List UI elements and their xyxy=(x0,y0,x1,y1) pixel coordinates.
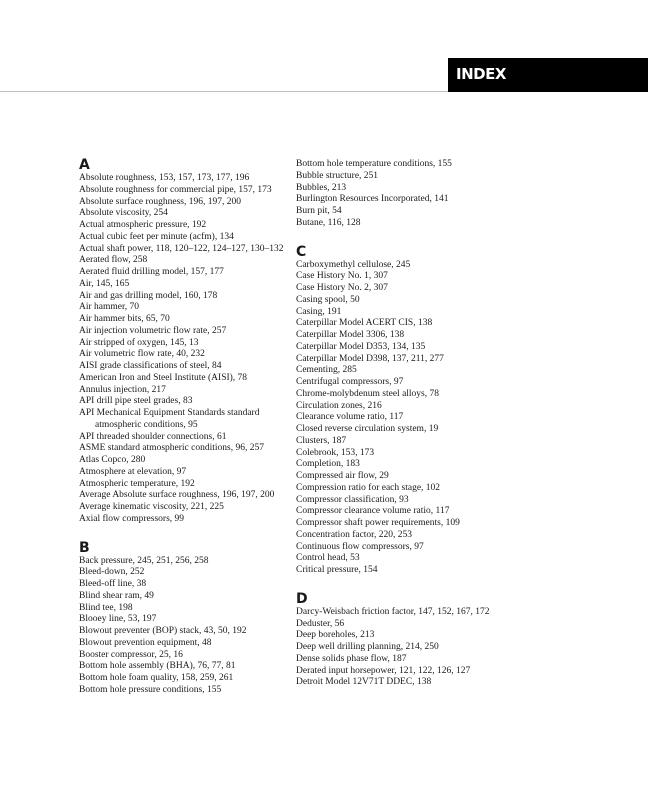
index-entry: Burlington Resources Incorporated, 141 xyxy=(296,194,449,205)
index-column-right xyxy=(296,157,511,689)
index-entry: API drill pipe steel grades, 83 xyxy=(79,396,193,407)
index-title: INDEX xyxy=(456,65,506,83)
index-entry: Casing spool, 50 xyxy=(296,294,360,305)
index-entry: Continuous flow compressors, 97 xyxy=(296,541,424,552)
index-entry: Bubble structure, 251 xyxy=(296,170,379,181)
index-entry: Concentration factor, 220, 253 xyxy=(296,529,412,540)
index-entry: Case History No. 2, 307 xyxy=(296,283,388,293)
index-entry: Bleed-down, 252 xyxy=(79,567,145,578)
index-entry: Bleed-off line, 38 xyxy=(79,579,147,589)
section-spacer xyxy=(296,577,511,591)
index-entry-list xyxy=(296,260,511,577)
index-entry: Atmospheric temperature, 192 xyxy=(79,478,195,489)
index-entry: Closed reverse circulation system, 19 xyxy=(296,424,439,434)
index-entry: Darcy-Weisbach friction factor, 147, 152, 167, 172 xyxy=(296,606,490,617)
section-letter: C xyxy=(296,243,307,260)
index-entry: Carboxymethyl cellulose, 245 xyxy=(296,259,411,270)
index-entry: Actual atmospheric pressure, 192 xyxy=(79,220,207,230)
index-entry: Caterpillar Model D398, 137, 211, 277 xyxy=(296,353,444,364)
section-letter: B xyxy=(79,539,90,556)
index-entry: Chrome-molybdenum steel alloys, 78 xyxy=(296,388,440,399)
index-entry: Compressor classification, 93 xyxy=(296,494,409,505)
index-entry: Circulation zones, 216 xyxy=(296,400,382,411)
index-entry: Control head, 53 xyxy=(296,553,360,564)
index-header-tab xyxy=(448,58,648,92)
index-entry: Back pressure, 245, 251, 256, 258 xyxy=(79,555,209,566)
index-entry-list xyxy=(79,173,294,526)
index-entry: Booster compressor, 25, 16 xyxy=(79,649,183,660)
index-entry: Dense solids phase flow, 187 xyxy=(296,653,407,664)
index-entry: Actual shaft power, 118, 120–122, 124–127, 130–132 xyxy=(79,243,284,254)
index-entry: Derated input horsepower, 121, 122, 126, 127 xyxy=(296,665,471,676)
index-entry: Aerated fluid drilling model, 157, 177 xyxy=(79,267,224,277)
index-entry: Air and gas drilling model, 160, 178 xyxy=(79,290,218,301)
index-entry: Critical pressure, 154 xyxy=(296,565,378,575)
index-entry: Compression ratio for each stage, 102 xyxy=(296,482,441,493)
index-entry: Axial flow compressors, 99 xyxy=(79,513,185,524)
index-entry: Deep well drilling planning, 214, 250 xyxy=(296,642,439,652)
index-entry: Absolute surface roughness, 196, 197, 200 xyxy=(79,196,242,207)
index-entry: Blowout preventer (BOP) stack, 43, 50, 192 xyxy=(79,626,247,636)
index-entry: Bubbles, 213 xyxy=(296,182,347,193)
index-entry: Aerated flow, 258 xyxy=(79,255,148,266)
index-entry: Caterpillar Model ACERT CIS, 138 xyxy=(296,318,433,329)
index-entry: Air injection volumetric flow rate, 257 xyxy=(79,325,227,336)
index-entry-list xyxy=(296,607,511,689)
header-rule xyxy=(0,91,448,92)
index-entry: Absolute roughness, 153, 157, 173, 177, 196 xyxy=(79,173,250,183)
index-entry: API Mechanical Equipment Standards standard atmospheric conditions, 95 xyxy=(79,408,260,430)
index-entry: Clusters, 187 xyxy=(296,435,347,446)
index-entry: Compressor shaft power requirements, 109 xyxy=(296,518,460,528)
index-entry-list xyxy=(296,159,511,230)
index-entry: Detroit Model 12V71T DDEC, 138 xyxy=(296,677,432,688)
index-entry: Actual cubic feet per minute (acfm), 134 xyxy=(79,231,234,242)
section-letter: A xyxy=(79,157,90,173)
section-letter: D xyxy=(296,590,308,607)
index-entry: Compressor clearance volume ratio, 117 xyxy=(296,506,450,517)
index-entry: API threaded shoulder connections, 61 xyxy=(79,431,227,442)
index-entry: Blowout prevention equipment, 48 xyxy=(79,637,212,648)
index-entry: Air hammer bits, 65, 70 xyxy=(79,314,170,324)
index-entry: Clearance volume ratio, 117 xyxy=(296,412,404,423)
index-entry: Centrifugal compressors, 97 xyxy=(296,377,404,387)
index-column-left xyxy=(79,157,294,697)
index-entry: Air hammer, 70 xyxy=(79,302,140,313)
index-entry: Average kinematic viscosity, 221, 225 xyxy=(79,502,224,512)
index-entry: Colebrook, 153, 173 xyxy=(296,447,375,458)
index-entry: Caterpillar Model 3306, 138 xyxy=(296,330,405,340)
index-entry: Bottom hole temperature conditions, 155 xyxy=(296,159,452,169)
index-entry: Blind tee, 198 xyxy=(79,602,133,613)
index-entry: American Iron and Steel Institute (AISI), 78 xyxy=(79,372,248,383)
index-entry: Completion, 183 xyxy=(296,459,360,470)
index-entry: Casing, 191 xyxy=(296,306,342,317)
index-entry: Caterpillar Model D353, 134, 135 xyxy=(296,341,426,352)
index-entry-list xyxy=(79,556,294,697)
index-entry: Compressed air flow, 29 xyxy=(296,471,389,481)
index-entry: Bottom hole assembly (BHA), 76, 77, 81 xyxy=(79,661,236,672)
index-entry: Butane, 116, 128 xyxy=(296,217,361,228)
index-entry: Air stripped of oxygen, 145, 13 xyxy=(79,337,199,348)
index-entry: Average Absolute surface roughness, 196, 197, 200 xyxy=(79,490,275,501)
index-entry: Burn pit, 54 xyxy=(296,206,342,216)
section-spacer xyxy=(296,230,511,244)
index-entry: Absolute roughness for commercial pipe, 157, 173 xyxy=(79,184,272,195)
index-entry: Deduster, 56 xyxy=(296,618,345,629)
section-spacer xyxy=(79,526,294,540)
index-entry: ASME standard atmospheric conditions, 96, 257 xyxy=(79,443,264,454)
index-entry: Atmosphere at elevation, 97 xyxy=(79,466,187,477)
index-entry: Blooey line, 53, 197 xyxy=(79,614,157,625)
index-entry: Blind shear ram, 49 xyxy=(79,590,154,601)
index-entry: Deep boreholes, 213 xyxy=(296,630,375,641)
index-entry: Bottom hole foam quality, 158, 259, 261 xyxy=(79,673,234,683)
index-entry: Atlas Copco, 280 xyxy=(79,455,146,465)
index-entry: Bottom hole pressure conditions, 155 xyxy=(79,684,222,695)
index-entry: Case History No. 1, 307 xyxy=(296,271,388,282)
index-entry: Air, 145, 165 xyxy=(79,278,130,289)
index-entry: AISI grade classifications of steel, 84 xyxy=(79,361,222,371)
index-entry: Air volumetric flow rate, 40, 232 xyxy=(79,349,205,360)
index-entry: Absolute viscosity, 254 xyxy=(79,208,168,219)
index-entry: Cementing, 285 xyxy=(296,365,357,376)
index-entry: Annulus injection, 217 xyxy=(79,384,166,395)
